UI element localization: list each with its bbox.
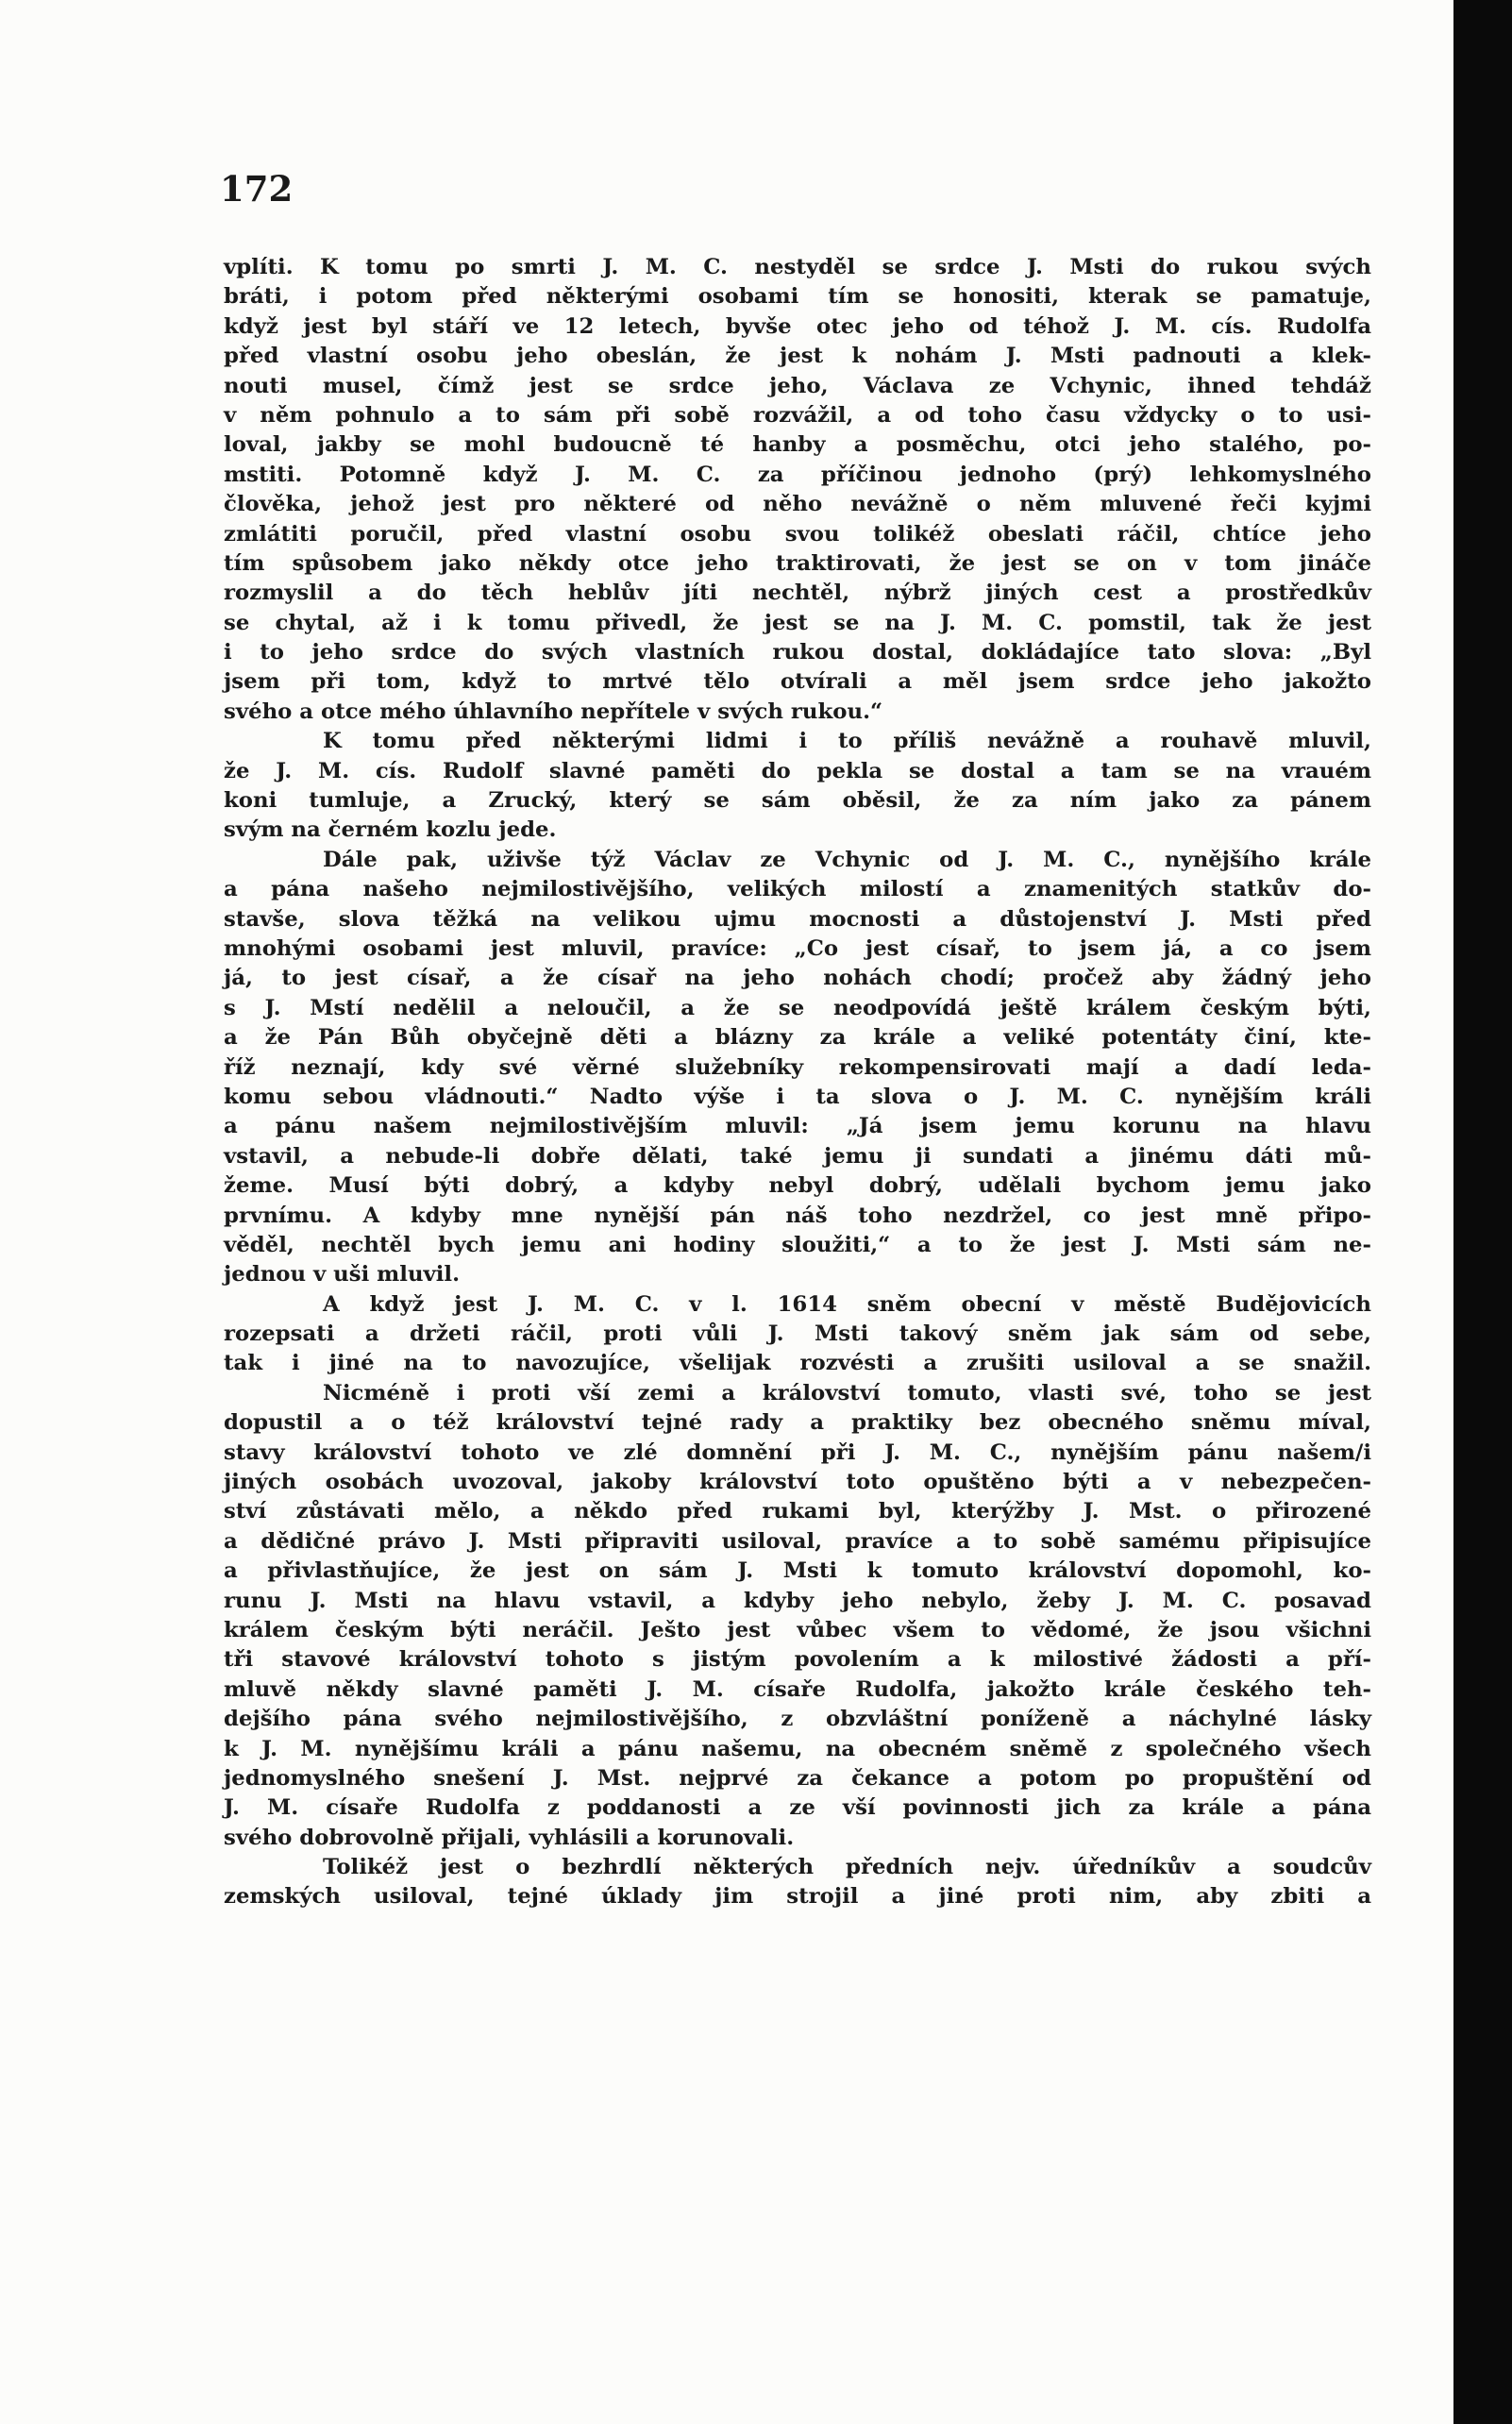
text-line: prvnímu. A kdyby mne nynější pán náš toho nezdržel, co jest mně připo- [224, 1203, 1371, 1228]
text-line: J. M. císaře Rudolfa z poddanosti a ze vší povinnosti jich za krále a pána [224, 1795, 1371, 1821]
text-line: věděl, nechtěl bych jemu ani hodiny sloužiti,“ a to že jest J. Msti sám ne- [224, 1232, 1371, 1257]
text-line: já, to jest císař, a že císař na jeho nohách chodí; pročež aby žádný jeho [224, 966, 1371, 991]
text-line: loval, jakby se mohl budoucně té hanby a posměchu, otci jeho stalého, po- [224, 432, 1371, 458]
body-text [224, 253, 1371, 1912]
text-line: stavy království tohoto ve zlé domnění při J. M. C., nynějším pánu našem/i [224, 1439, 1371, 1465]
text-line: jednou v uši mluvil. [224, 1262, 461, 1288]
text-line: jednomyslného snešení J. Mst. nejprvé za čekance a potom po propuštění od [224, 1765, 1371, 1791]
text-line: v něm pohnulo a to sám při sobě rozvážil, a od toho času vždycky o to usi- [224, 402, 1371, 428]
paragraph-start-line: K tomu před některými lidmi i to příliš nevážně a rouhavě mluvil, [323, 729, 1371, 754]
text-line: dopustil a o též království tejné rady a praktiky bez obecného sněmu míval, [224, 1410, 1371, 1436]
scan-border [1453, 0, 1512, 2424]
paragraph-start-line: A když jest J. M. C. v l. 1614 sněm obecní v městě Budějovicích [323, 1291, 1371, 1317]
text-line: svého dobrovolně přijali, vyhlásili a korunovali. [224, 1825, 795, 1850]
text-line: mluvě někdy slavné paměti J. M. císaře Rudolfa, jakožto krále českého teh- [224, 1676, 1371, 1702]
text-line: když jest byl stáří ve 12 letech, byvše otec jeho od téhož J. M. cís. Rudolfa [224, 313, 1371, 339]
paragraph-start-line: Nicméně i proti vší zemi a království tomuto, vlasti své, toho se jest [323, 1380, 1371, 1406]
text-line: že J. M. cís. Rudolf slavné paměti do pekla se dostal a tam se na vrauém [224, 758, 1371, 783]
text-line: svým na černém kozlu jede. [224, 817, 557, 843]
text-line: ství zůstávati mělo, a někdo před rukami byl, kterýžby J. Mst. o přirozené [224, 1499, 1371, 1524]
text-line: stavše, slova těžká na velikou ujmu mocnosti a důstojenství J. Msti před [224, 906, 1371, 932]
text-line: a přivlastňujíce, že jest on sám J. Msti k tomuto království dopomohl, ko- [224, 1558, 1371, 1584]
text-line: runu J. Msti na hlavu vstavil, a kdyby jeho nebylo, žeby J. M. C. posavad [224, 1588, 1371, 1613]
page-number: 172 [220, 168, 294, 210]
text-line: jsem při tom, když to mrtvé tělo otvírali a měl jsem srdce jeho jakožto [224, 669, 1371, 695]
text-line: s J. Mstí nedělil a neloučil, a že se neodpovídá ještě králem českým býti, [224, 995, 1371, 1020]
text-line: rozmyslil a do těch heblův jíti nechtěl, nýbrž jiných cest a prostředkův [224, 581, 1371, 606]
text-line: před vlastní osobu jeho obeslán, že jest k nohám J. Msti padnouti a klek- [224, 344, 1371, 369]
text-line: zmlátiti poručil, před vlastní osobu svou tolikéž obeslati ráčil, chtíce jeho [224, 521, 1371, 547]
text-line: tři stavové království tohoto s jistým povolením a k milostivé žádosti a pří- [224, 1647, 1371, 1673]
text-line: koni tumluje, a Zrucký, který se sám oběsil, že za ním jako za pánem [224, 788, 1371, 814]
text-line: žeme. Musí býti dobrý, a kdyby nebyl dobrý, udělali bychom jemu jako [224, 1173, 1371, 1199]
text-line: mstiti. Potomně když J. M. C. za příčinou jednoho (prý) lehkomyslného [224, 462, 1371, 487]
text-line: zemských usiloval, tejné úklady jim strojil a jiné proti nim, aby zbiti a [224, 1884, 1371, 1910]
text-line: králem českým býti neráčil. Ješto jest vůbec všem to vědomé, že jsou všichni [224, 1617, 1371, 1642]
text-line: svého a otce mého úhlavního nepřítele v svých rukou.“ [224, 699, 883, 724]
text-line: komu sebou vládnouti.“ Nadto výše i ta slova o J. M. C. nynějším králi [224, 1084, 1371, 1109]
text-line: vplíti. K tomu po smrti J. M. C. nestyděl se srdce J. Msti do rukou svých [224, 255, 1371, 279]
text-line: dejšího pána svého nejmilostivějšího, z obzvláštní poníženě a náchylné lásky [224, 1707, 1371, 1732]
text-line: a dědičné právo J. Msti připraviti usiloval, pravíce a to sobě samému připisujíce [224, 1528, 1371, 1554]
text-line: a že Pán Bůh obyčejně děti a blázny za krále a veliké potentáty činí, kte- [224, 1025, 1371, 1051]
text-line: člověka, jehož jest pro některé od něho nevážně o něm mluvené řeči kyjmi [224, 492, 1371, 517]
text-line: mnohými osobami jest mluvil, pravíce: „Co jest císař, to jsem já, a co jsem [224, 935, 1371, 961]
text-line: se chytal, až i k tomu přivedl, že jest se na J. M. C. pomstil, tak že jest [224, 610, 1371, 635]
text-line: nouti musel, čímž jest se srdce jeho, Václava ze Vchynic, ihned tehdáž [224, 373, 1371, 398]
text-line: i to jeho srdce do svých vlastních rukou dostal, dokládajíce tato slova: „Byl [224, 640, 1371, 665]
text-line: a pána našeho nejmilostivějšího, velikých milostí a znamenitých statkův do- [224, 877, 1371, 902]
text-line: k J. M. nynějšímu králi a pánu našemu, na obecném sněmě z společného všech [224, 1736, 1371, 1761]
text-line: jiných osobách uvozoval, jakoby království toto opuštěno býti a v nebezpečen- [224, 1470, 1371, 1495]
paragraph-start-line: Tolikéž jest o bezhrdlí některých předních nejv. úředníkův a soudcův [323, 1855, 1371, 1880]
text-line: a pánu našem nejmilostivějším mluvil: „Já jsem jemu korunu na hlavu [224, 1114, 1371, 1139]
text-line: tím spůsobem jako někdy otce jeho traktirovati, že jest se on v tom jináče [224, 550, 1371, 576]
text-line: tak i jiné na to navozujíce, všelijak rozvésti a zrušiti usiloval a se snažil. [224, 1351, 1371, 1376]
text-line: bráti, i potom před některými osobami tím se honositi, kterak se pamatuje, [224, 284, 1371, 310]
paragraph-start-line: Dále pak, uživše týž Václav ze Vchynic od J. M. C., nynějšího krále [323, 847, 1371, 872]
text-line: vstavil, a nebude-li dobře dělati, také jemu ji sundati a jinému dáti mů- [224, 1143, 1371, 1169]
text-line: říž neznají, kdy své věrné služebníky rekompensirovati mají a dadí leda- [224, 1054, 1371, 1080]
text-line: rozepsati a držeti ráčil, proti vůli J. Msti takový sněm jak sám od sebe, [224, 1321, 1371, 1347]
